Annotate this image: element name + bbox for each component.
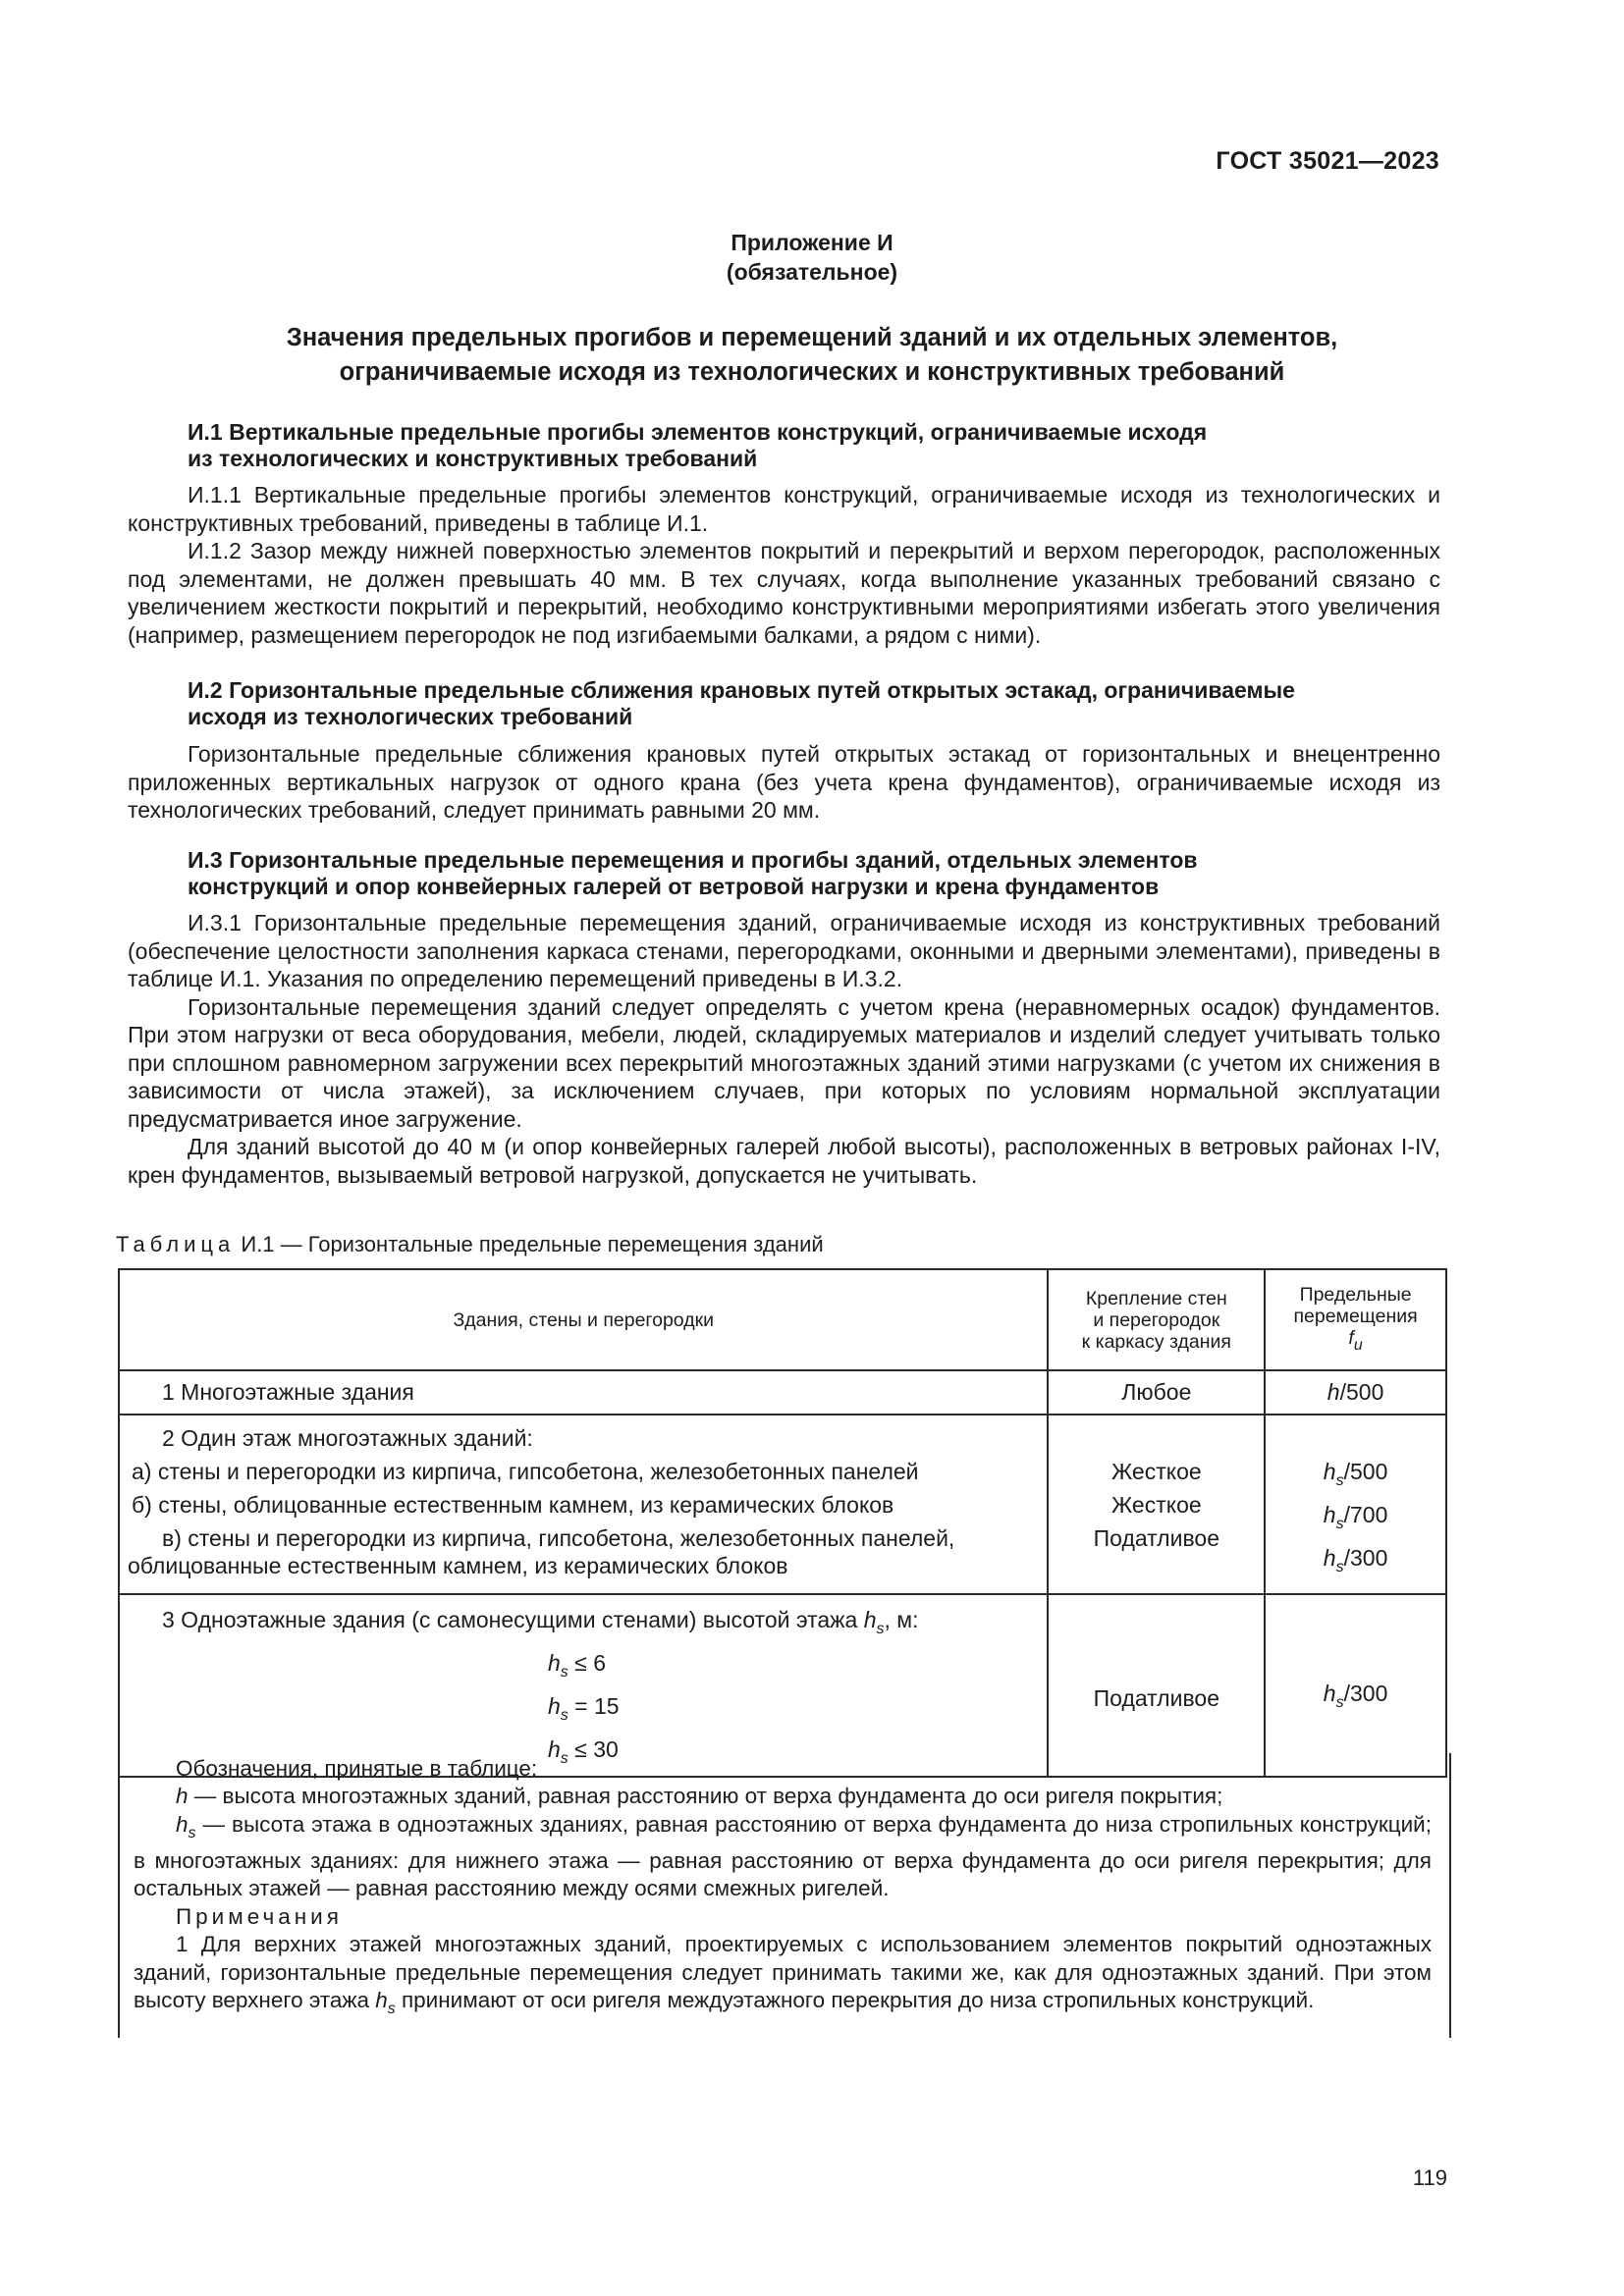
appendix-heading xyxy=(118,228,1506,287)
section-heading-line: исходя из технологических требований xyxy=(188,704,633,729)
section-heading-line: И.2 Горизонтальные предельные сближения крановых путей открытых эстакад, ограничиваемые xyxy=(188,677,1295,703)
table-row xyxy=(119,1370,1446,1415)
legend-hs: $h_s$ — высота этажа в одноэтажных зданиях, равная расстоянию от верха фундамента до низа стропильных конструкций; в многоэтажных зданиях: для нижнего этажа — равная расстоянию от верха фундамента до оси ригеля перекрытия; для остальных этажей — равная расстоянию между осями смежных ригелей. xyxy=(134,1811,1432,1901)
paragraph: Для зданий высотой до 40 м (и опор конвейерных галерей любой высоты), расположенных в ветровых районах I-IV, крен фундаментов, вызываемый ветровой нагрузкой, допускается не учитывать. xyxy=(128,1134,1440,1188)
section-3-heading xyxy=(188,847,1454,900)
header-fixing: Крепление стен и перегородок к каркасу здания xyxy=(1048,1269,1265,1370)
appendix-title xyxy=(118,321,1506,390)
section-heading-line: из технологических и конструктивных требований xyxy=(188,446,758,471)
row-2-label: 2 Один этаж многоэтажных зданий: а) стены и перегородки из кирпича, гипсобетона, железобетонных панелей б) стены, облицованные естественным камнем, из керамических блоков в) стены и перегородки из кирпича, гипсобетона, железобетонных панелей, облицованные естественным камнем, из керамических блоков xyxy=(119,1415,1048,1594)
section-heading-line: И.1 Вертикальные предельные прогибы элементов конструкций, ограничиваемые исходя xyxy=(188,419,1208,445)
document-code: ГОСТ 35021—2023 xyxy=(1216,147,1439,175)
title-line-2: ограничиваемые исходя из технологических и конструктивных требований xyxy=(339,358,1285,386)
remarks-title: Примечания xyxy=(176,1904,343,1929)
row-2-fixing: Жесткое Жесткое Податливое xyxy=(1048,1415,1265,1594)
row-1-label: 1 Многоэтажные здания xyxy=(119,1370,1048,1415)
header-buildings: Здания, стены и перегородки xyxy=(119,1269,1048,1370)
row-1-fixing: Любое xyxy=(1048,1370,1265,1415)
table-legend xyxy=(134,1755,1432,1902)
section-heading-line: конструкций и опор конвейерных галерей от ветровой нагрузки и крена фундаментов xyxy=(188,874,1160,899)
displacement-table xyxy=(118,1268,1447,1778)
header-displacement: Предельные перемещения $f_u$ xyxy=(1265,1269,1446,1370)
page-number: 119 xyxy=(1412,2165,1447,2190)
legend-h: h — высота многоэтажных зданий, равная расстоянию от верха фундамента до оси ригеля покрытия; xyxy=(176,1784,1223,1809)
title-line-1: Значения предельных прогибов и перемещений зданий и их отдельных элементов, xyxy=(286,324,1338,351)
table-caption-word: Таблица xyxy=(116,1232,236,1256)
table-caption-text: И.1 — Горизонтальные предельные перемещения зданий xyxy=(235,1232,824,1256)
section-1-heading xyxy=(188,419,1454,472)
section-heading-line: И.3 Горизонтальные предельные перемещения и прогибы зданий, отдельных элементов xyxy=(188,847,1198,873)
paragraph: Горизонтальные перемещения зданий следует определять с учетом крена (неравномерных осадок) фундаментов. При этом нагрузки от веса оборудования, мебели, людей, складируемых материалов и изделий следует учитывать только при сплошном равномерном загружении всех перекрытий многоэтажных зданий этими нагрузками (с учетом их снижения в зависимости от числа этажей), за исключением случаев, при которых по условиям нормальной эксплуатации предусматривается иное загружение. xyxy=(128,993,1440,1132)
legend-intro: Обозначения, принятые в таблице: xyxy=(176,1756,538,1781)
paragraph: И.1.2 Зазор между нижней поверхностью элементов покрытий и перекрытий и верхом перегородок, расположенных под элементами, не должен превышать 40 мм. В тех случаях, когда выполнение указанных требований связано с увеличением жесткости покрытий и перекрытий, необходимо конструктивными мероприятиями избегать этого увеличения (например, размещением перегородок не под изгибаемыми балками, а рядом с ними). xyxy=(128,538,1440,648)
paragraph: И.3.1 Горизонтальные предельные перемещения зданий, ограничиваемые исходя из конструктивных требований (обеспечение целостности заполнения каркаса стенами, перегородками, оконными и дверными элементами), приведены в таблице И.1. Указания по определению перемещений приведены в И.3.2. xyxy=(128,910,1440,991)
paragraph: И.1.1 Вертикальные предельные прогибы элементов конструкций, ограничиваемые исходя из технологических и конструктивных требований, приведены в таблице И.1. xyxy=(128,482,1440,536)
table-row xyxy=(119,1594,1446,1777)
section-3-body xyxy=(128,909,1440,1189)
table-row xyxy=(119,1415,1446,1594)
section-2-body xyxy=(128,740,1440,825)
row-3-value: $h_s/300$ xyxy=(1265,1594,1446,1777)
table-header-row xyxy=(119,1269,1446,1370)
remark-1: 1 Для верхних этажей многоэтажных зданий, проектируемых с использованием элементов покрытий одноэтажных зданий, горизонтальные предельные перемещения следует принимать такими же, как для одноэтажных зданий. При этом высоту верхнего этажа $h_s$ принимают от оси ригеля междуэтажного перекрытия до низа стропильных конструкций. xyxy=(134,1932,1432,2017)
table-remarks xyxy=(134,1903,1432,2023)
row-3-label: 3 Одноэтажные здания (с самонесущими стенами) высотой этажа $h_s$, м: $h_s \le 6$ $h_s = 15$ $h_s \le 30$ xyxy=(119,1594,1048,1777)
appendix-status: (обязательное) xyxy=(726,259,898,285)
paragraph: Горизонтальные предельные сближения крановых путей открытых эстакад от горизонтальных и внецентренно приложенных вертикальных нагрузок от одного крана (без учета крена фундаментов), ограничиваемые исходя из технологических требований, следует принимать равными 20 мм. xyxy=(128,741,1440,823)
row-2-values: $h_s/500$ $h_s/700$ $h_s/300$ xyxy=(1265,1415,1446,1594)
table-caption xyxy=(116,1232,824,1257)
appendix-label: Приложение И xyxy=(731,230,893,255)
section-2-heading xyxy=(188,677,1454,730)
table-notes-frame xyxy=(118,1753,1451,2038)
section-1-body xyxy=(128,481,1440,649)
row-1-value: h/500 xyxy=(1265,1370,1446,1415)
row-3-fixing: Податливое xyxy=(1048,1594,1265,1777)
